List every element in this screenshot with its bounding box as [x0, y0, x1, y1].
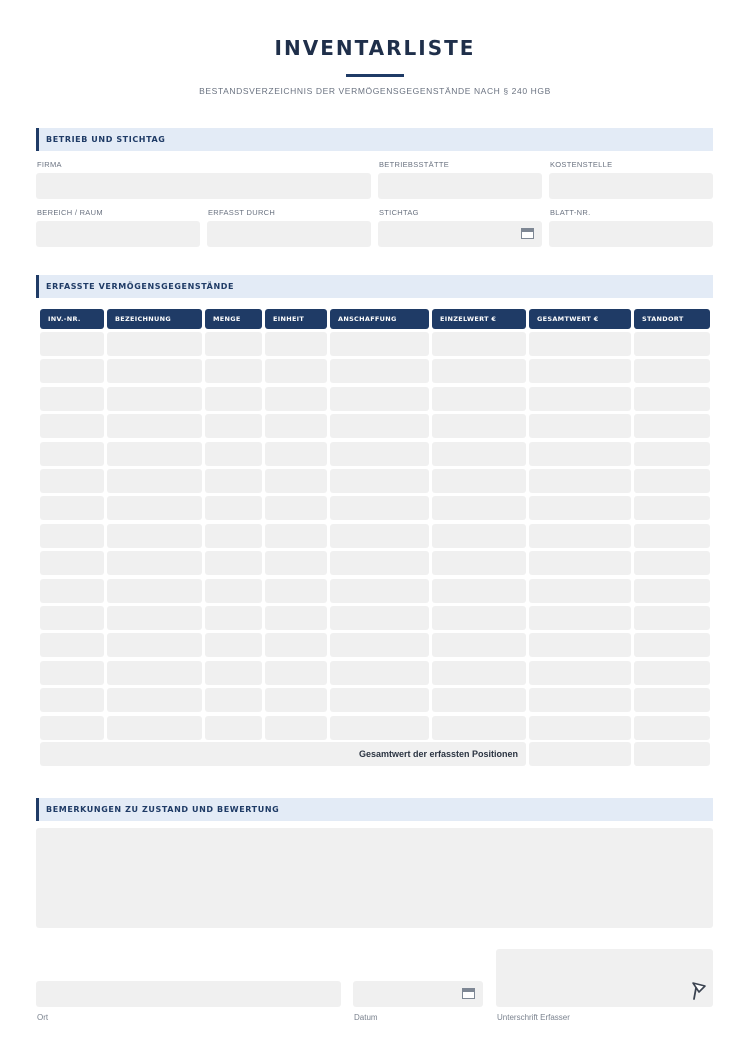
unterschrift-label: Unterschrift Erfasser — [497, 1013, 570, 1022]
table-header-col-inv-nr: INV.-NR. — [40, 309, 104, 329]
table-cell[interactable] — [330, 359, 429, 383]
table-cell[interactable] — [40, 633, 104, 657]
section-title: BETRIEB UND STICHTAG — [46, 135, 166, 144]
table-cell[interactable] — [107, 442, 202, 466]
table-cell[interactable] — [634, 524, 710, 548]
table-cell[interactable] — [432, 387, 526, 411]
table-cell[interactable] — [265, 387, 327, 411]
table-cell[interactable] — [40, 551, 104, 575]
bereich-raum-field[interactable] — [36, 221, 200, 247]
table-cell[interactable] — [330, 579, 429, 603]
firma-label: FIRMA — [37, 160, 62, 169]
remarks-textarea[interactable] — [36, 828, 713, 928]
table-cell[interactable] — [529, 387, 631, 411]
table-cell[interactable] — [330, 716, 429, 740]
table-cell[interactable] — [40, 716, 104, 740]
table-cell[interactable] — [634, 661, 710, 685]
section-header-betrieb — [36, 128, 713, 151]
table-cell[interactable] — [330, 661, 429, 685]
signature-field[interactable] — [496, 949, 713, 1007]
stichtag-label: STICHTAG — [379, 208, 419, 217]
table-header-col-einheit: EINHEIT — [265, 309, 327, 329]
table-cell[interactable] — [205, 496, 262, 520]
table-cell[interactable] — [529, 524, 631, 548]
table-cell[interactable] — [107, 332, 202, 356]
pen-icon — [691, 981, 707, 1001]
kostenstelle-field[interactable] — [549, 173, 713, 199]
title-underline — [346, 74, 404, 77]
total-empty-cell — [634, 742, 710, 766]
betriebsstaette-field[interactable] — [378, 173, 542, 199]
table-cell[interactable] — [529, 551, 631, 575]
table-cell[interactable] — [265, 524, 327, 548]
table-cell[interactable] — [205, 579, 262, 603]
table-cell[interactable] — [634, 442, 710, 466]
table-cell[interactable] — [107, 524, 202, 548]
table-cell[interactable] — [107, 469, 202, 493]
table-cell[interactable] — [432, 551, 526, 575]
table-cell[interactable] — [107, 688, 202, 712]
table-header-col-standort: STANDORT — [634, 309, 710, 329]
table-cell[interactable] — [529, 496, 631, 520]
table-cell[interactable] — [40, 414, 104, 438]
table-cell[interactable] — [40, 332, 104, 356]
table-cell[interactable] — [330, 688, 429, 712]
table-cell[interactable] — [265, 414, 327, 438]
table-cell[interactable] — [432, 332, 526, 356]
table-cell[interactable] — [634, 359, 710, 383]
table-cell[interactable] — [107, 551, 202, 575]
table-cell[interactable] — [265, 469, 327, 493]
table-cell[interactable] — [265, 442, 327, 466]
table-cell[interactable] — [265, 496, 327, 520]
table-cell[interactable] — [529, 661, 631, 685]
table-cell[interactable] — [205, 332, 262, 356]
table-cell[interactable] — [265, 579, 327, 603]
ort-label: Ort — [37, 1013, 49, 1022]
table-cell[interactable] — [107, 496, 202, 520]
table-cell[interactable] — [205, 442, 262, 466]
table-cell[interactable] — [529, 442, 631, 466]
table-cell[interactable] — [205, 716, 262, 740]
page-title: INVENTARLISTE — [274, 36, 476, 60]
blatt-nr-field[interactable] — [549, 221, 713, 247]
table-cell[interactable] — [330, 633, 429, 657]
table-cell[interactable] — [330, 442, 429, 466]
table-cell[interactable] — [205, 469, 262, 493]
table-cell[interactable] — [40, 579, 104, 603]
table-cell[interactable] — [634, 716, 710, 740]
erfasst-durch-label: ERFASST DURCH — [208, 208, 276, 217]
table-cell[interactable] — [330, 524, 429, 548]
table-cell[interactable] — [634, 633, 710, 657]
table-cell[interactable] — [205, 524, 262, 548]
table-cell[interactable] — [40, 688, 104, 712]
table-cell[interactable] — [205, 606, 262, 630]
table-cell[interactable] — [107, 633, 202, 657]
table-cell[interactable] — [432, 442, 526, 466]
table-cell[interactable] — [432, 633, 526, 657]
table-cell[interactable] — [265, 332, 327, 356]
total-label-cell — [40, 742, 526, 766]
table-header-col-gesamtwert: GESAMTWERT € — [529, 309, 631, 329]
table-cell[interactable] — [330, 606, 429, 630]
table-cell[interactable] — [205, 661, 262, 685]
table-cell[interactable] — [265, 359, 327, 383]
table-cell[interactable] — [634, 469, 710, 493]
table-cell[interactable] — [432, 469, 526, 493]
table-cell[interactable] — [634, 332, 710, 356]
table-header-col-einzelwert: EINZELWERT € — [432, 309, 526, 329]
table-cell[interactable] — [634, 688, 710, 712]
table-cell[interactable] — [40, 442, 104, 466]
table-cell[interactable] — [205, 633, 262, 657]
table-cell[interactable] — [205, 688, 262, 712]
table-cell[interactable] — [40, 469, 104, 493]
table-cell[interactable] — [265, 688, 327, 712]
table-cell[interactable] — [330, 551, 429, 575]
table-cell[interactable] — [529, 579, 631, 603]
table-cell[interactable] — [634, 606, 710, 630]
table-header-col-anschaffung: ANSCHAFFUNG — [330, 309, 429, 329]
table-cell[interactable] — [529, 688, 631, 712]
total-value-field[interactable] — [529, 742, 631, 766]
table-cell[interactable] — [205, 359, 262, 383]
table-cell[interactable] — [634, 579, 710, 603]
firma-field[interactable] — [36, 173, 371, 199]
stichtag-field[interactable] — [378, 221, 542, 247]
table-cell[interactable] — [107, 579, 202, 603]
table-cell[interactable] — [432, 414, 526, 438]
table-cell[interactable] — [265, 661, 327, 685]
table-cell[interactable] — [265, 606, 327, 630]
table-cell[interactable] — [432, 524, 526, 548]
table-cell[interactable] — [40, 524, 104, 548]
table-cell[interactable] — [432, 496, 526, 520]
table-cell[interactable] — [529, 359, 631, 383]
table-cell[interactable] — [40, 606, 104, 630]
calendar-icon[interactable] — [462, 988, 475, 999]
table-cell[interactable] — [107, 387, 202, 411]
blatt-nr-label: BLATT-NR. — [550, 208, 591, 217]
erfasst-durch-field[interactable] — [207, 221, 371, 247]
table-cell[interactable] — [330, 469, 429, 493]
table-cell[interactable] — [265, 716, 327, 740]
table-cell[interactable] — [40, 387, 104, 411]
table-cell[interactable] — [432, 661, 526, 685]
table-cell[interactable] — [634, 387, 710, 411]
table-cell[interactable] — [634, 414, 710, 438]
kostenstelle-label: KOSTENSTELLE — [550, 160, 613, 169]
section-header-items — [36, 275, 713, 298]
table-cell[interactable] — [40, 661, 104, 685]
table-cell[interactable] — [330, 387, 429, 411]
total-label: Gesamtwert der erfassten Positionen — [358, 749, 518, 759]
table-cell[interactable] — [529, 633, 631, 657]
table-cell[interactable] — [265, 633, 327, 657]
ort-field[interactable] — [36, 981, 341, 1007]
section-title: BEMERKUNGEN ZU ZUSTAND UND BEWERTUNG — [46, 805, 280, 814]
table-cell[interactable] — [529, 332, 631, 356]
betriebsstaette-label: BETRIEBSSTÄTTE — [379, 160, 450, 169]
bereich-raum-label: BEREICH / RAUM — [37, 208, 103, 217]
table-cell[interactable] — [107, 661, 202, 685]
table-cell[interactable] — [330, 332, 429, 356]
table-cell[interactable] — [265, 551, 327, 575]
table-cell[interactable] — [529, 716, 631, 740]
table-cell[interactable] — [432, 688, 526, 712]
datum-label: Datum — [354, 1013, 378, 1022]
table-cell[interactable] — [40, 496, 104, 520]
table-cell[interactable] — [330, 414, 429, 438]
table-cell[interactable] — [634, 551, 710, 575]
table-cell[interactable] — [107, 716, 202, 740]
table-cell[interactable] — [529, 414, 631, 438]
section-header-remarks — [36, 798, 713, 821]
table-cell[interactable] — [40, 359, 104, 383]
table-cell[interactable] — [330, 496, 429, 520]
table-cell[interactable] — [432, 716, 526, 740]
table-cell[interactable] — [205, 551, 262, 575]
page-subtitle: BESTANDSVERZEICHNIS DER VERMÖGENSGEGENSTÄNDE NACH § 240 HGB — [199, 86, 551, 96]
calendar-icon[interactable] — [521, 228, 534, 239]
table-cell[interactable] — [205, 414, 262, 438]
datum-field[interactable] — [353, 981, 483, 1007]
table-cell[interactable] — [529, 606, 631, 630]
table-header-col-menge: MENGE — [205, 309, 262, 329]
section-title: ERFASSTE VERMÖGENSGEGENSTÄNDE — [46, 282, 235, 291]
table-cell[interactable] — [107, 359, 202, 383]
table-cell[interactable] — [432, 579, 526, 603]
table-cell[interactable] — [205, 387, 262, 411]
table-cell[interactable] — [634, 496, 710, 520]
table-cell[interactable] — [107, 414, 202, 438]
table-cell[interactable] — [432, 606, 526, 630]
table-cell[interactable] — [529, 469, 631, 493]
table-cell[interactable] — [107, 606, 202, 630]
table-cell[interactable] — [432, 359, 526, 383]
table-header-col-bezeichnung: BEZEICHNUNG — [107, 309, 202, 329]
